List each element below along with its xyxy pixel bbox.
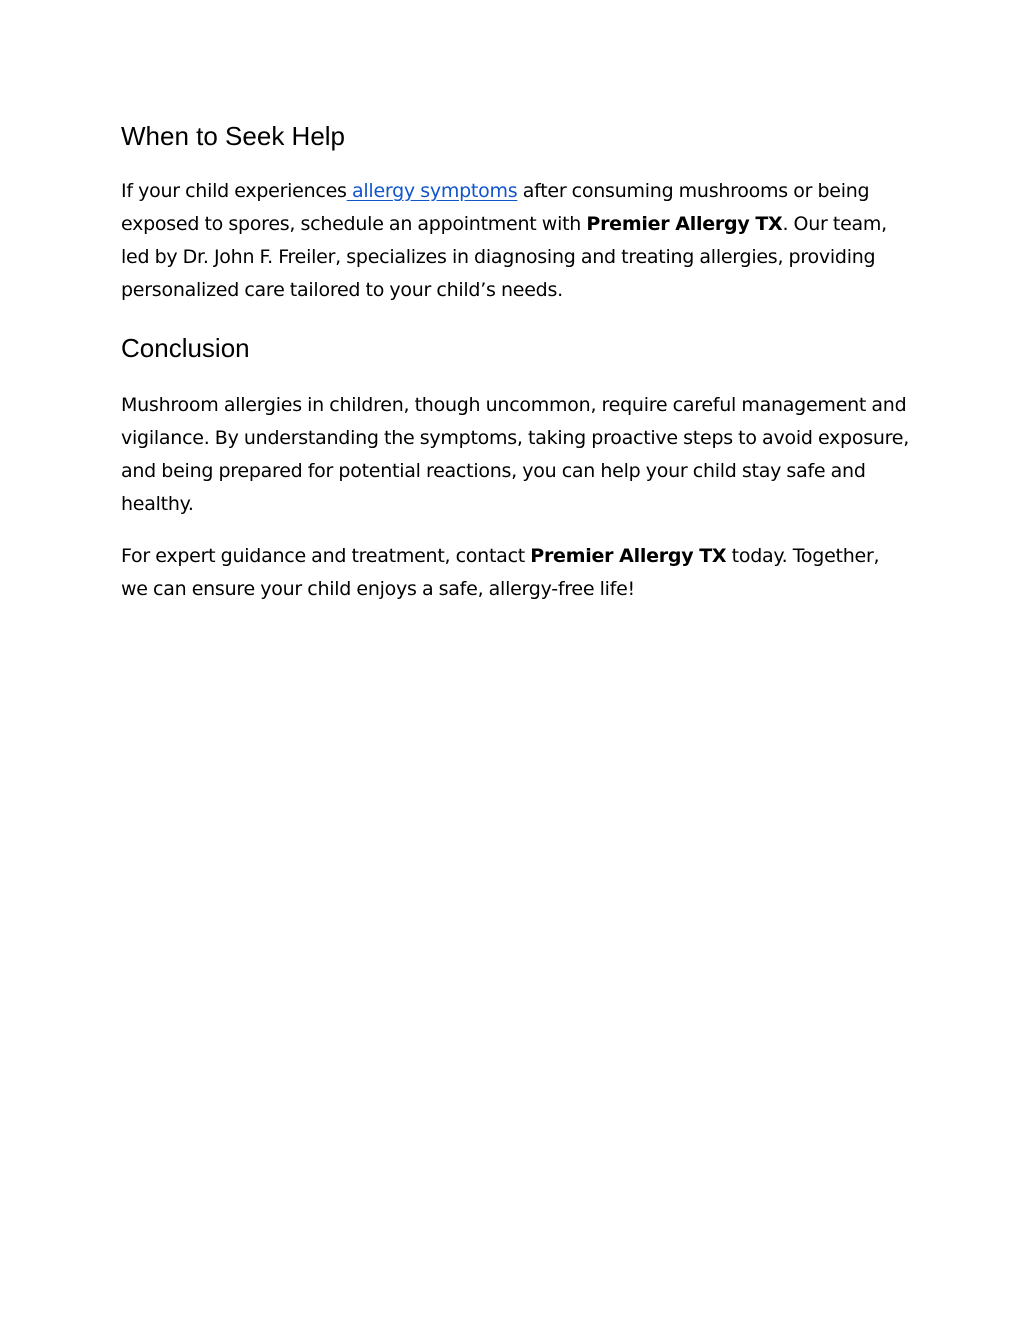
- paragraph-text: For expert guidance and treatment, contact: [121, 545, 531, 567]
- document-content: [121, 118, 911, 606]
- heading-when-to-seek-help: When to Seek Help: [121, 121, 346, 151]
- paragraph-conclusion: Mushroom allergies in children, though uncommon, require careful management and vigilance. By understanding the symptoms, taking proactive steps to avoid exposure, and being prepared for potential reactions, you can help your child stay safe and healthy.: [121, 394, 910, 515]
- paragraph-text: . Our team, led by Dr. John F. Freiler, specializes in diagnosing and treating allergies, providing personalized care tailored to your child’s needs.: [121, 213, 887, 301]
- brand-name-bold: Premier Allergy TX: [530, 545, 727, 567]
- paragraph-text: If your child experiences: [121, 180, 347, 202]
- paragraph-text: today. Together, we can ensure your child enjoys a safe, allergy-free life!: [121, 545, 880, 600]
- brand-name-bold: Premier Allergy TX: [586, 213, 783, 235]
- paragraph-text: after consuming mushrooms or being exposed to spores, schedule an appointment with: [121, 180, 870, 235]
- paragraph-seek-help: [121, 175, 911, 307]
- allergy-symptoms-link[interactable]: allergy symptoms: [346, 180, 518, 202]
- heading-conclusion: Conclusion: [121, 333, 250, 363]
- paragraph-contact: [121, 540, 911, 606]
